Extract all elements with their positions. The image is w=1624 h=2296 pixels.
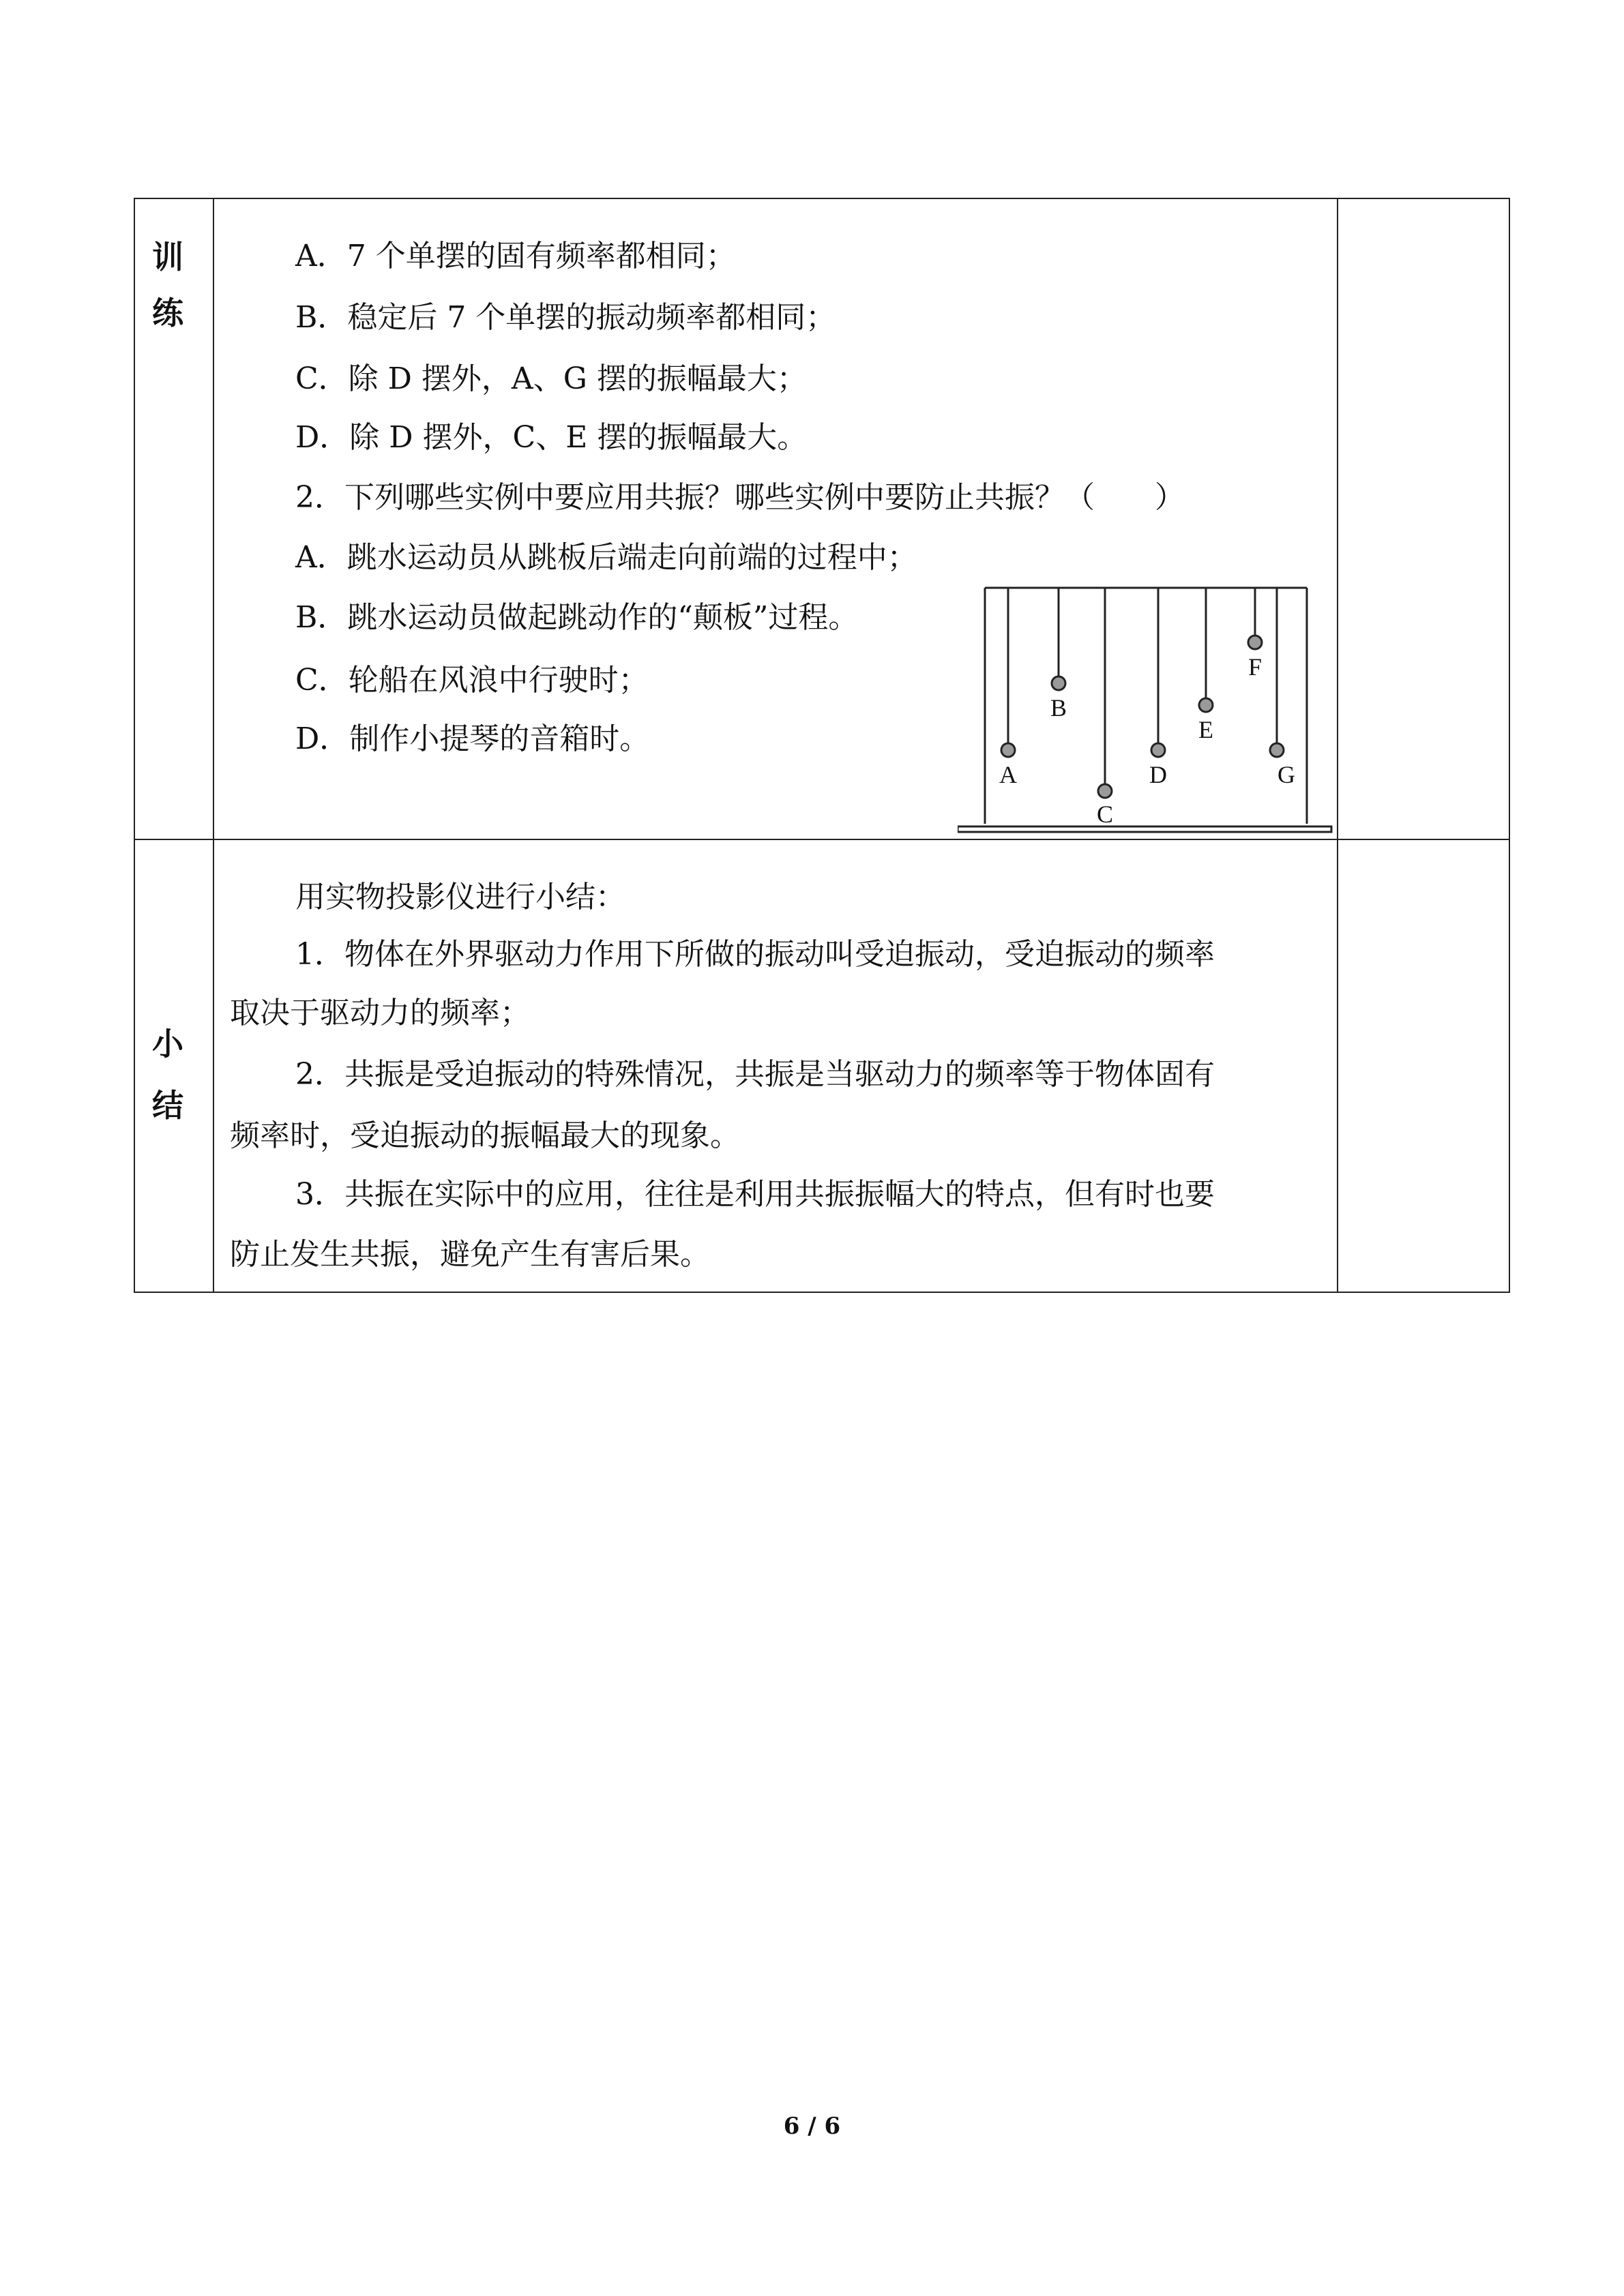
summary-item3-line1: 3．共振在实际中的应用，往往是利用共振振幅大的特点，但有时也要 [295, 1177, 1215, 1212]
table-right-border [1509, 198, 1510, 1293]
q2-option-c: C．轮船在风浪中行驶时； [295, 663, 649, 698]
q2-option-b: B．跳水运动员做起跳动作的“颠板”过程。 [295, 600, 859, 635]
pendulum-figure [958, 586, 1333, 840]
label-c: C [1096, 801, 1114, 828]
notes-column-divider [1337, 198, 1338, 1293]
summary-label-char-2: 结 [152, 1087, 183, 1124]
bob-a [1001, 743, 1015, 757]
q1-option-a: A．7 个单摆的固有频率都相同； [295, 239, 736, 273]
training-label-char-2: 练 [152, 295, 183, 331]
summary-item1-line2: 取决于驱动力的频率； [230, 996, 530, 1030]
q1-option-b: B．稳定后 7 个单摆的振动频率都相同； [295, 300, 836, 335]
table-bottom-border [134, 1292, 1510, 1293]
page-number: 6 / 6 [783, 2113, 841, 2140]
summary-item2-line1: 2．共振是受迫振动的特殊情况，共振是当驱动力的频率等于物体固有 [295, 1057, 1215, 1092]
table-left-border [134, 198, 135, 1293]
training-label-char-1: 训 [152, 239, 183, 275]
q2-option-a: A．跳水运动员从跳板后端走向前端的过程中； [295, 540, 917, 575]
bob-g [1270, 743, 1284, 757]
summary-item2-line2: 频率时，受迫振动的振幅最大的现象。 [230, 1118, 740, 1153]
bob-d [1151, 743, 1165, 757]
label-g: G [1278, 761, 1295, 788]
table-top-border [134, 198, 1510, 199]
label-a: A [999, 761, 1017, 788]
bob-e [1199, 698, 1213, 712]
q1-option-d: D．除 D 摆外，C、E 摆的振幅最大。 [295, 420, 808, 455]
label-column-divider [213, 198, 214, 1293]
q1-option-c: C．除 D 摆外，A、G 摆的振幅最大； [295, 361, 807, 396]
label-e: E [1198, 716, 1213, 743]
q2-stem: 2．下列哪些实例中要应用共振？哪些实例中要防止共振？（ ） [295, 480, 1185, 515]
summary-intro: 用实物投影仪进行小结： [295, 880, 625, 914]
label-b: B [1050, 694, 1067, 721]
bob-c [1098, 784, 1112, 798]
label-f: F [1247, 653, 1263, 681]
q2-option-d: D．制作小提琴的音箱时。 [295, 721, 650, 756]
summary-item1-line1: 1．物体在外界驱动力作用下所做的振动叫受迫振动，受迫振动的频率 [295, 937, 1215, 972]
summary-label-char-1: 小 [152, 1026, 183, 1062]
bob-b [1052, 676, 1065, 690]
summary-item3-line2: 防止发生共振，避免产生有害后果。 [230, 1237, 710, 1272]
label-d: D [1149, 761, 1167, 788]
figure-base [958, 826, 1331, 832]
bob-f [1248, 636, 1262, 649]
